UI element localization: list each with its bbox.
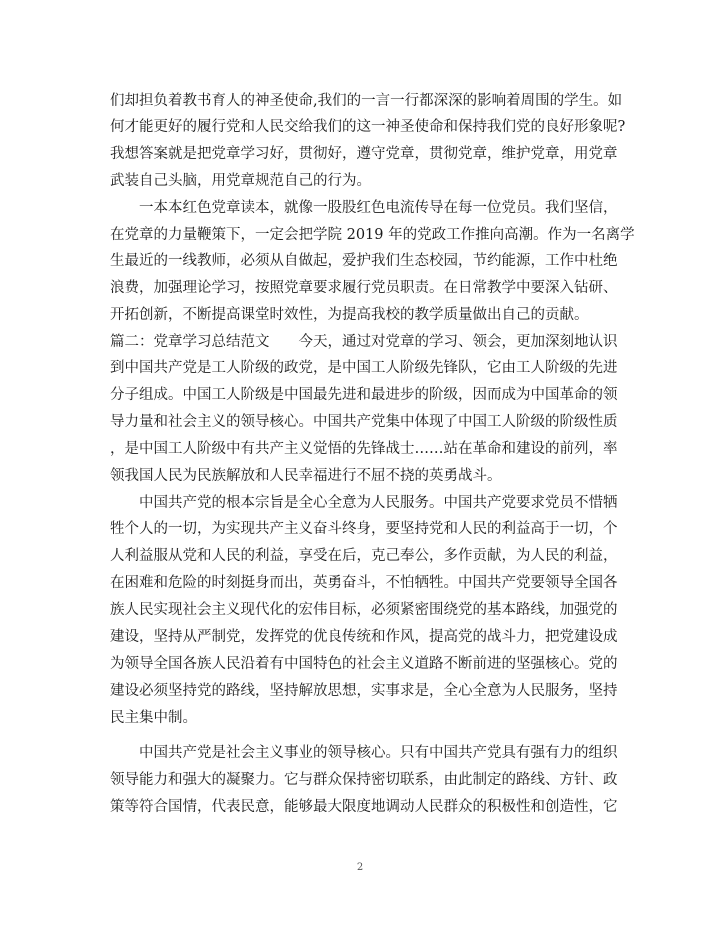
text-line: 人利益服从党和人民的利益，享受在后，克己奉公，多作贡献，为人民的利益， [110, 548, 618, 564]
text-line: 们却担负着教书育人的神圣使命,我们的一言一行都深深的影响着周围的学生。如 [110, 93, 623, 109]
text-line: ，是中国工人阶级中有共产主义觉悟的先锋战士……站在革命和建设的前列，率 [110, 441, 618, 457]
text-line: 族人民实现社会主义现代化的宏伟目标，必须紧密围绕党的基本路线，加强党的 [110, 602, 618, 618]
text-line: 浪费，加强理论学习，按照党章要求履行党员职责。在日常教学中要深入钻研、 [110, 280, 618, 296]
text-line: 开拓创新，不断提高课堂时效性，为提高我校的教学质量做出自己的贡献。 [110, 307, 589, 323]
text-line: 为领导全国各族人民沿着有中国特色的社会主义道路不断前进的坚强核心。党的 [110, 656, 618, 672]
text-line: 民主集中制。 [110, 710, 197, 726]
text-line: 一本本红色党章读本，就像一股股红色电流传导在每一位党员。我们坚信， [110, 200, 618, 216]
text-line: 生最近的一线教师，必须从自做起，爱护我们生态校园，节约能源，工作中杜绝 [110, 253, 618, 269]
text-line: 建设，坚持从严制党，发挥党的优良传统和作风，提高党的战斗力，把党建设成 [110, 629, 618, 645]
text-line: 中国共产党是社会主义事业的领导核心。只有中国共产党具有强有力的组织 [110, 745, 618, 761]
text-line: 到中国共产党是工人阶级的政党，是中国工人阶级先锋队，它由工人阶级的先进 [110, 360, 618, 376]
text-line: 在党章的力量鞭策下，一定会把学院 2019 年的党政工作推向高潮。作为一名离学 [110, 227, 635, 243]
text-line: 牲个人的一切，为实现共产主义奋斗终身，要坚持党和人民的利益高于一切，个 [110, 521, 618, 537]
text-line: 在困难和危险的时刻挺身而出，英勇奋斗，不怕牺牲。中国共产党要领导全国各 [110, 575, 618, 591]
text-line: 策等符合国情，代表民意，能够最大限度地调动人民群众的积极性和创造性，它 [110, 799, 618, 815]
text-line: 篇二：党章学习总结范文 今天，通过对党章的学习、领会，更加深刻地认识 [110, 334, 618, 350]
text-line: 领我国人民为民族解放和人民幸福进行不屈不挠的英勇战斗。 [110, 468, 502, 484]
text-line: 武装自己头脑，用党章规范自己的行为。 [110, 173, 371, 189]
text-line: 导力量和社会主义的领导核心。中国共产党集中体现了中国工人阶级的阶级性质 [110, 414, 618, 430]
text-line: 建设必须坚持党的路线，坚持解放思想，实事求是，全心全意为人民服务，坚持 [110, 683, 618, 699]
page-number: 2 [356, 862, 364, 873]
text-line: 中国共产党的根本宗旨是全心全意为人民服务。中国共产党要求党员不惜牺 [110, 495, 618, 511]
text-line: 分子组成。中国工人阶级是中国最先进和最进步的阶级，因而成为中国革命的领 [110, 387, 618, 403]
text-line: 何才能更好的履行党和人民交给我们的这一神圣使命和保持我们党的良好形象呢? [110, 119, 626, 135]
text-line: 领导能力和强大的凝聚力。它与群众保持密切联系，由此制定的路线、方针、政 [110, 772, 618, 788]
text-line: 我想答案就是把党章学习好，贯彻好，遵守党章，贯彻党章，维护党章，用党章 [110, 146, 618, 162]
